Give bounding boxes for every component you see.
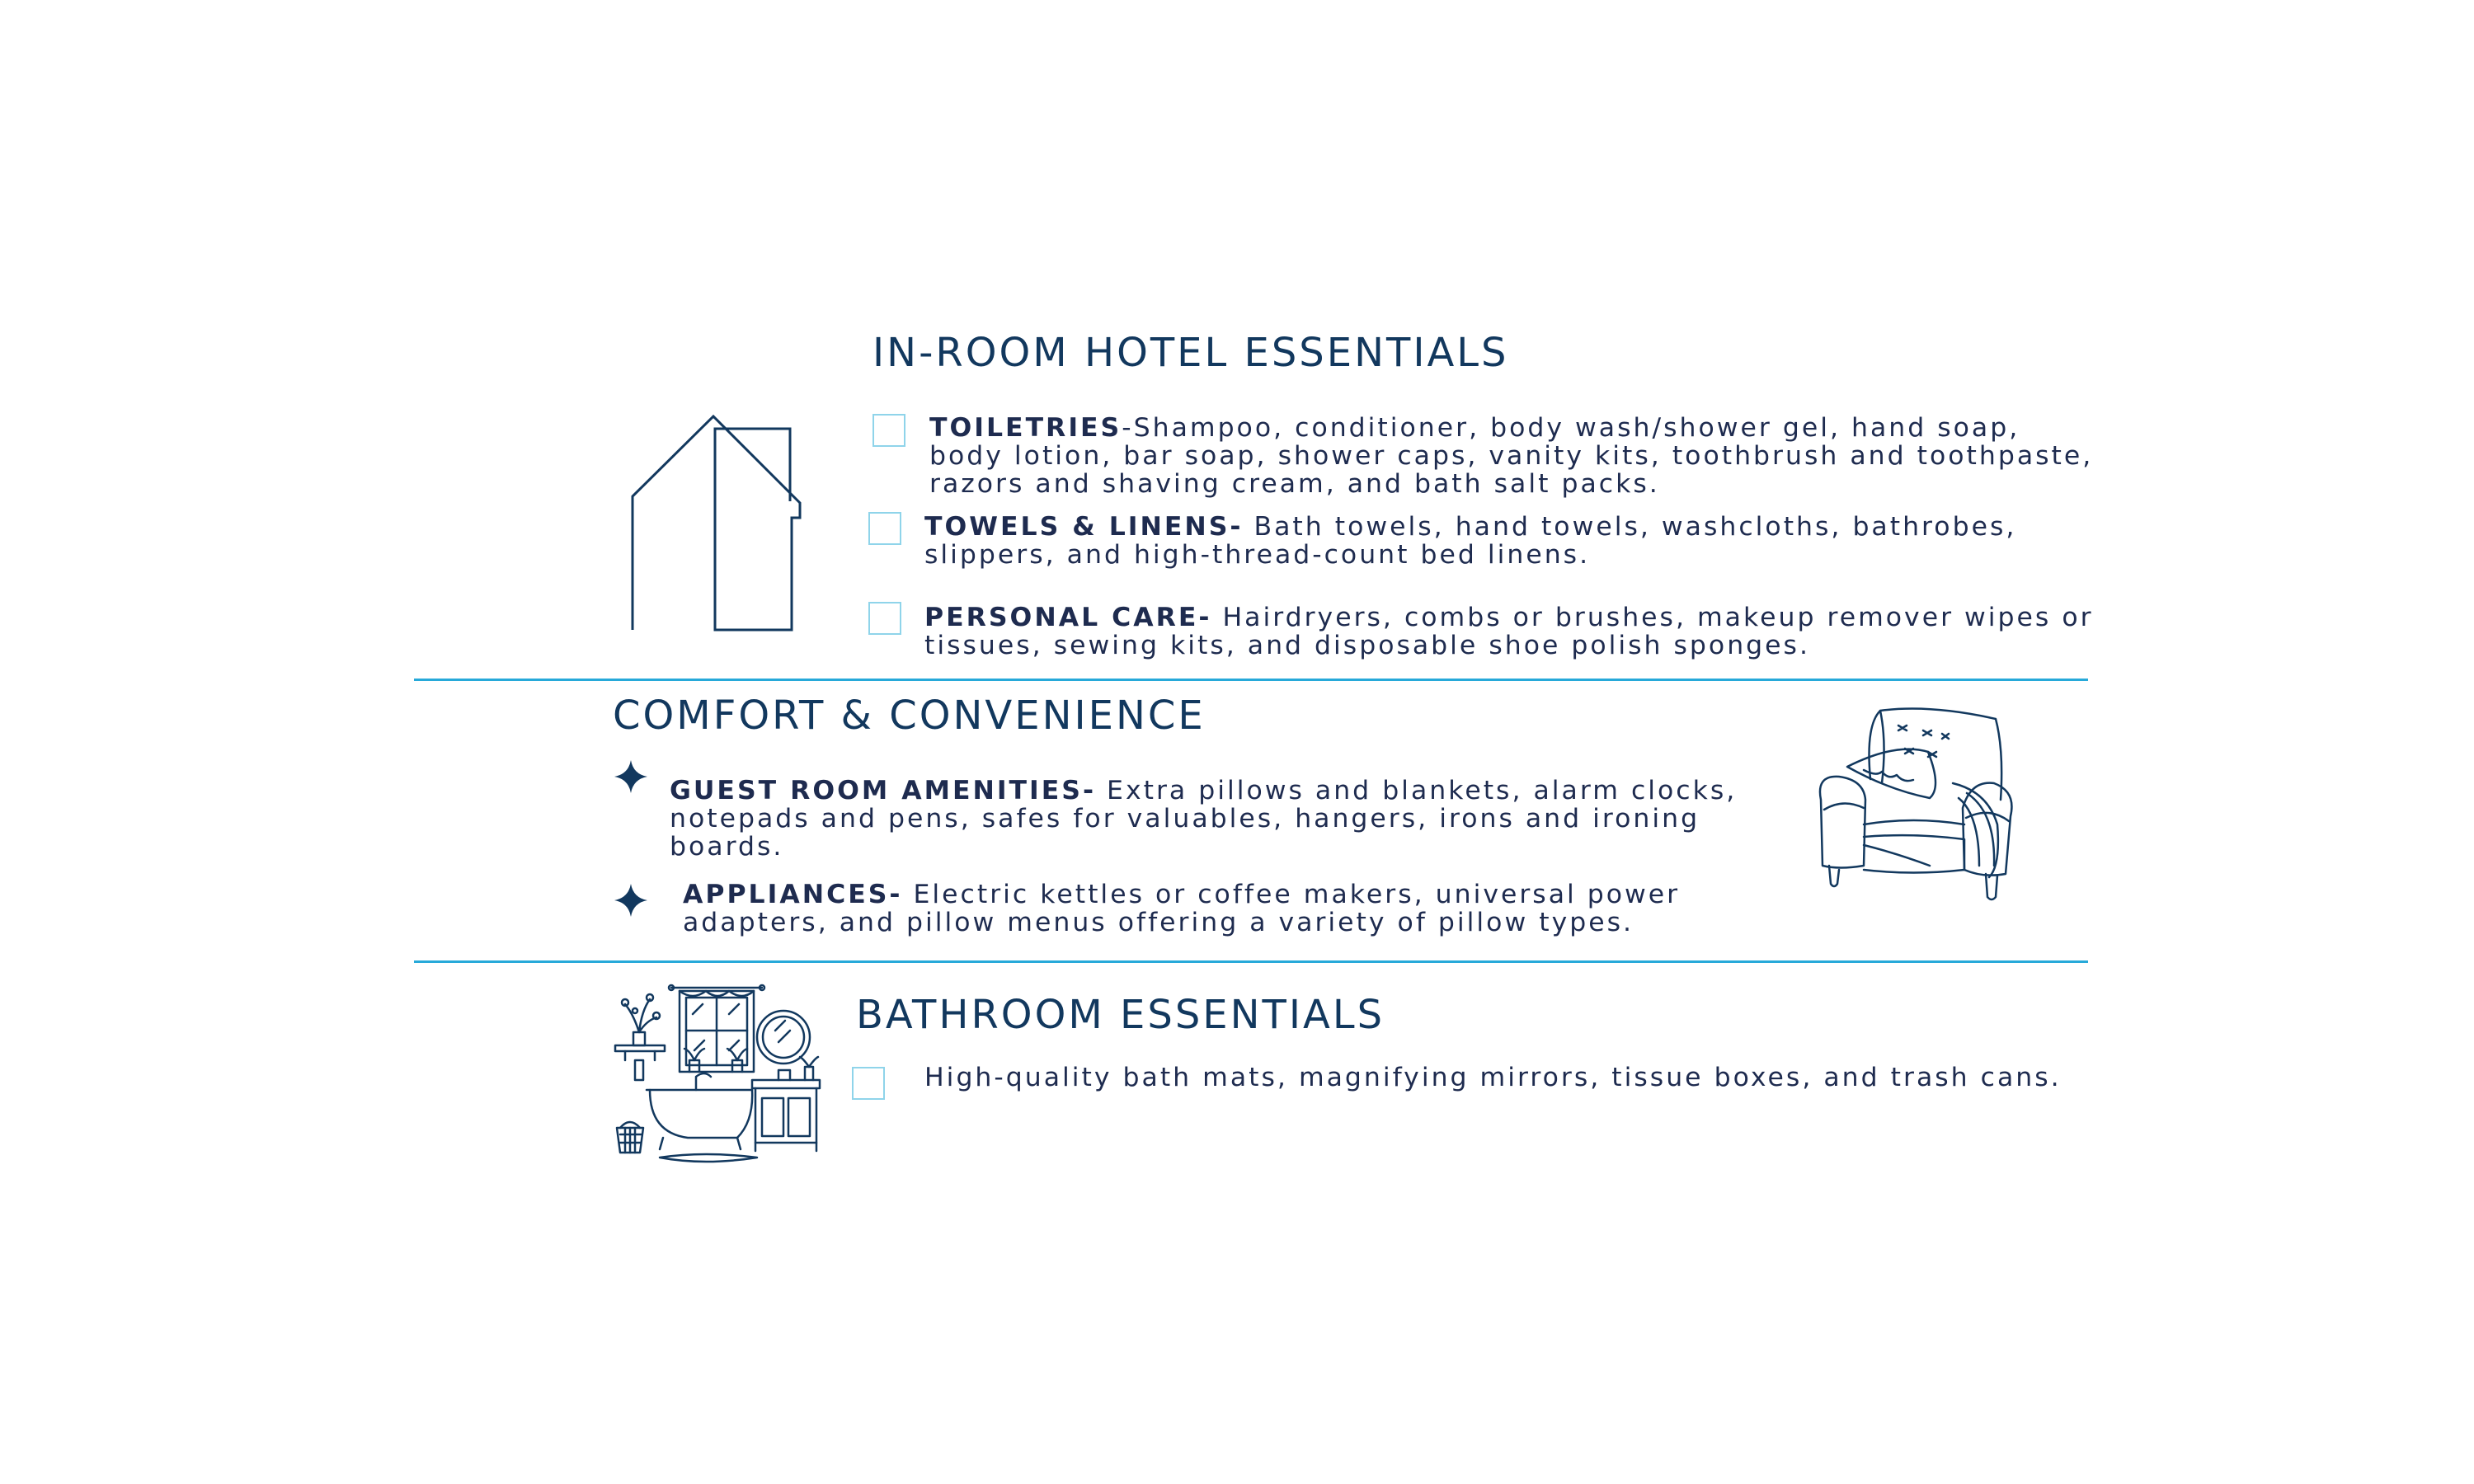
star-bullet-icon: [614, 760, 647, 793]
armchair-icon: [1806, 701, 2020, 932]
list-item-bathroom: [924, 1064, 2095, 1092]
item-label: TOWELS & LINENS-: [924, 512, 1244, 542]
checkbox-bathroom[interactable]: [852, 1067, 885, 1100]
item-text: Bath towels, hand towels, washcloths, bathrobes, slippers, and high-thread-count bed linens.: [924, 512, 2017, 570]
bathroom-illustration-icon: [614, 981, 828, 1171]
item-label: TOILETRIES: [929, 413, 1122, 443]
list-item-appliances: [683, 881, 1755, 937]
section-title-in-room: IN-ROOM HOTEL ESSENTIALS: [872, 330, 1509, 376]
list-item-toiletries: [929, 414, 2100, 498]
list-item-towels-linens: [924, 513, 2079, 569]
item-label: APPLIANCES-: [683, 880, 903, 909]
section-title-comfort: COMFORT & CONVENIENCE: [613, 693, 1206, 739]
checkbox-toiletries[interactable]: [872, 414, 905, 447]
item-text: Electric kettles or coffee makers, universal power adapters, and pillow menus offering a variety of pillow types.: [683, 880, 1681, 937]
checkbox-personal-care[interactable]: [868, 602, 901, 635]
item-label: GUEST ROOM AMENITIES-: [670, 776, 1097, 805]
list-item-guest-room: [670, 777, 1758, 861]
house-outline-icon: [627, 412, 808, 635]
item-text: -Shampoo, conditioner, body wash/shower gel, hand soap, body lotion, bar soap, shower caps, vanity kits, toothbrush and toothpaste, razors and shaving cream, and bath salt packs.: [929, 413, 2094, 499]
item-text: Extra pillows and blankets, alarm clocks, notepads and pens, safes for valuables, hangers, irons and ironing boards.: [670, 776, 1738, 862]
section-divider: [414, 960, 2088, 963]
item-label: PERSONAL CARE-: [924, 603, 1212, 632]
item-text: Hairdryers, combs or brushes, makeup remover wipes or tissues, sewing kits, and disposable shoe polish sponges.: [924, 603, 2094, 660]
star-bullet-icon: [614, 884, 647, 917]
checkbox-towels-linens[interactable]: [868, 512, 901, 545]
section-divider: [414, 679, 2088, 681]
item-text: High-quality bath mats, magnifying mirrors, tissue boxes, and trash cans.: [924, 1063, 2062, 1092]
list-item-personal-care: [924, 603, 2095, 660]
section-title-bathroom: BATHROOM ESSENTIALS: [856, 992, 1385, 1038]
